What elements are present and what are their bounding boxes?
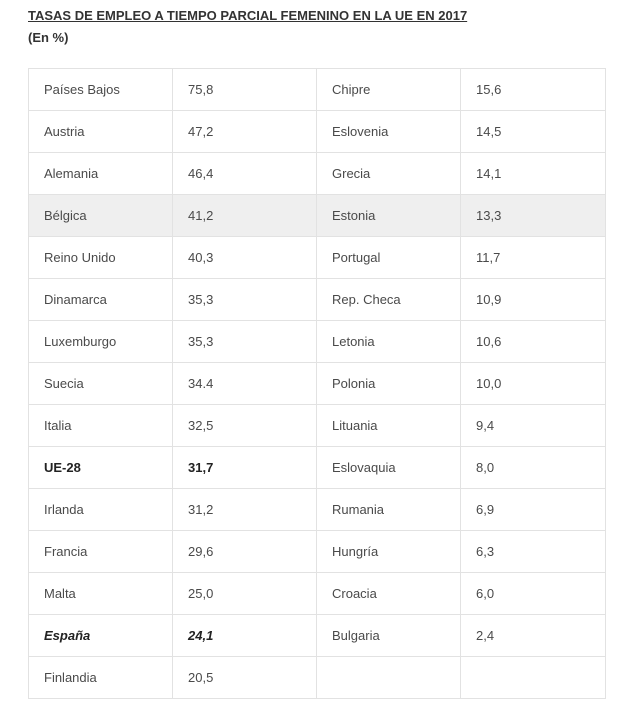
table-row xyxy=(29,405,606,447)
value-cell: 34.4 xyxy=(173,363,317,405)
country-cell: Chipre xyxy=(317,69,461,111)
country-cell: Malta xyxy=(29,573,173,615)
table-row xyxy=(29,657,606,699)
country-cell: Alemania xyxy=(29,153,173,195)
country-cell: Reino Unido xyxy=(29,237,173,279)
country-cell: Grecia xyxy=(317,153,461,195)
value-cell: 11,7 xyxy=(461,237,606,279)
value-cell: 9,4 xyxy=(461,405,606,447)
table-row xyxy=(29,111,606,153)
value-cell: 14,5 xyxy=(461,111,606,153)
country-cell: Países Bajos xyxy=(29,69,173,111)
country-cell: Hungría xyxy=(317,531,461,573)
value-cell: 8,0 xyxy=(461,447,606,489)
country-cell: Suecia xyxy=(29,363,173,405)
value-cell: 15,6 xyxy=(461,69,606,111)
value-cell: 6,0 xyxy=(461,573,606,615)
value-cell xyxy=(461,657,606,699)
value-cell: 2,4 xyxy=(461,615,606,657)
table-body xyxy=(29,69,606,699)
country-cell: Irlanda xyxy=(29,489,173,531)
country-cell: Italia xyxy=(29,405,173,447)
table-row xyxy=(29,321,606,363)
value-cell: 10,6 xyxy=(461,321,606,363)
country-cell: Dinamarca xyxy=(29,279,173,321)
country-cell: Rumania xyxy=(317,489,461,531)
table-row xyxy=(29,153,606,195)
country-cell xyxy=(317,657,461,699)
value-cell: 31,7 xyxy=(173,447,317,489)
country-cell: UE-28 xyxy=(29,447,173,489)
value-cell: 41,2 xyxy=(173,195,317,237)
table-row xyxy=(29,447,606,489)
country-cell: Letonia xyxy=(317,321,461,363)
country-cell: Rep. Checa xyxy=(317,279,461,321)
employment-rate-table xyxy=(28,68,606,699)
table-row xyxy=(29,237,606,279)
value-cell: 13,3 xyxy=(461,195,606,237)
value-cell: 32,5 xyxy=(173,405,317,447)
country-cell: Croacia xyxy=(317,573,461,615)
country-cell: Bulgaria xyxy=(317,615,461,657)
value-cell: 20,5 xyxy=(173,657,317,699)
value-cell: 40,3 xyxy=(173,237,317,279)
country-cell: Estonia xyxy=(317,195,461,237)
table-row xyxy=(29,531,606,573)
value-cell: 35,3 xyxy=(173,279,317,321)
value-cell: 6,3 xyxy=(461,531,606,573)
country-cell: Eslovaquia xyxy=(317,447,461,489)
value-cell: 24,1 xyxy=(173,615,317,657)
table-row xyxy=(29,573,606,615)
country-cell: Bélgica xyxy=(29,195,173,237)
country-cell: Lituania xyxy=(317,405,461,447)
value-cell: 31,2 xyxy=(173,489,317,531)
table-row xyxy=(29,195,606,237)
table-row xyxy=(29,489,606,531)
value-cell: 29,6 xyxy=(173,531,317,573)
country-cell: Luxemburgo xyxy=(29,321,173,363)
value-cell: 75,8 xyxy=(173,69,317,111)
country-cell: Polonia xyxy=(317,363,461,405)
country-cell: Francia xyxy=(29,531,173,573)
value-cell: 47,2 xyxy=(173,111,317,153)
country-cell: España xyxy=(29,615,173,657)
value-cell: 14,1 xyxy=(461,153,606,195)
value-cell: 10,0 xyxy=(461,363,606,405)
country-cell: Austria xyxy=(29,111,173,153)
table-row xyxy=(29,615,606,657)
country-cell: Eslovenia xyxy=(317,111,461,153)
page-title: TASAS DE EMPLEO A TIEMPO PARCIAL FEMENINO EN LA UE EN 2017 xyxy=(28,8,468,23)
value-cell: 10,9 xyxy=(461,279,606,321)
value-cell: 46,4 xyxy=(173,153,317,195)
table-row xyxy=(29,279,606,321)
table-row xyxy=(29,363,606,405)
value-cell: 25,0 xyxy=(173,573,317,615)
value-cell: 35,3 xyxy=(173,321,317,363)
page-subtitle: (En %) xyxy=(28,30,69,45)
country-cell: Portugal xyxy=(317,237,461,279)
country-cell: Finlandia xyxy=(29,657,173,699)
value-cell: 6,9 xyxy=(461,489,606,531)
table-row xyxy=(29,69,606,111)
